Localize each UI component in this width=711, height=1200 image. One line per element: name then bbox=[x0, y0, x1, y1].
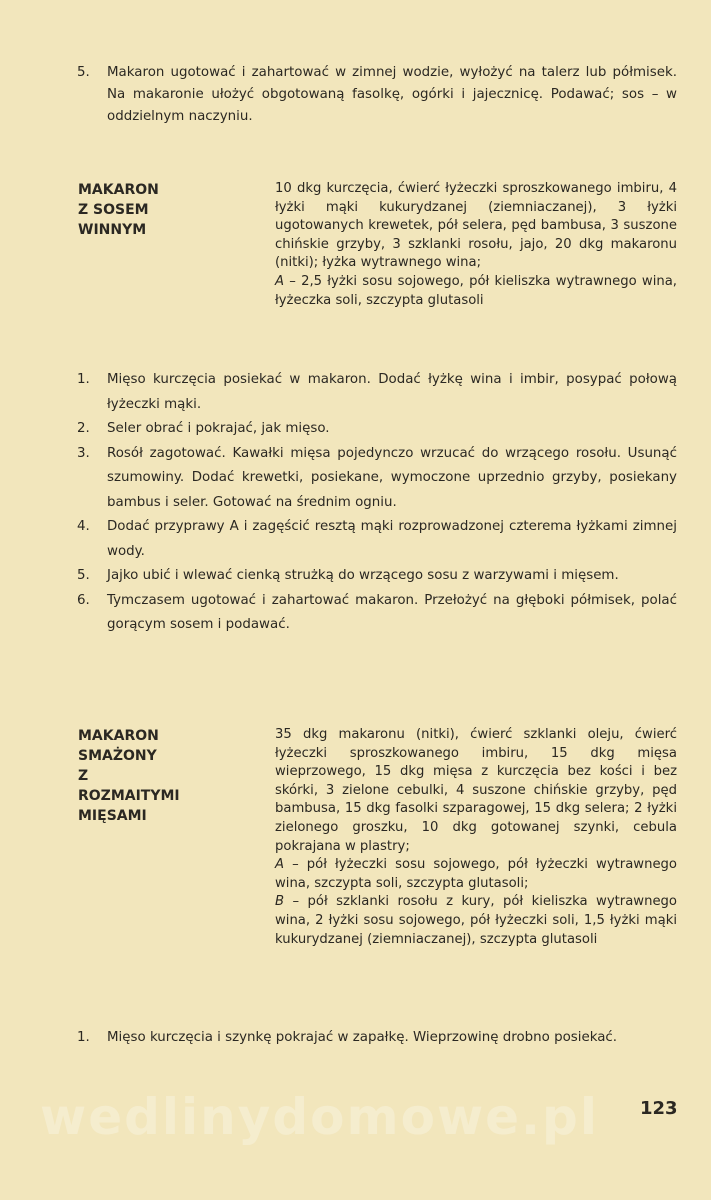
recipe-1-steps bbox=[77, 368, 677, 638]
step-number: 4. bbox=[77, 519, 90, 534]
ingredients-main: 35 dkg makaronu (nitki), ćwierć szklanki oleju, ćwierć łyżeczki sproszkowanego imbiru, 15 dkg mięsa wieprzowego, 15 dkg mięsa z kurczęcia bez kości i bez skórki, 3 zielone cebulki, 4 suszone chińskie grzyby, pęd bambusa, 15 dkg fasolki szparagowej, 15 dkg selera; 2 łyżki zielonego groszku, 10 dkg gotowanej szynki, cebula pokrajana w plastry; bbox=[275, 727, 677, 854]
ingredients-b-label: B bbox=[275, 894, 285, 910]
step-text: Mięso kurczęcia i szynkę pokrajać w zapałkę. Wieprzowinę drobno posiekać. bbox=[107, 1030, 618, 1045]
ingredients-main: 10 dkg kurczęcia, ćwierć łyżeczki sproszkowanego imbiru, 4 łyżki mąki kukurydzanej (ziemniaczanej), 3 łyżki ugotowanych krewetek, pół selera, pęd bambusa, 3 suszone chińskie grzyby, 3 szklanki rosołu, jajo, 20 dkg makaronu (nitki); łyżka wytrawnego wina; bbox=[275, 181, 677, 271]
ingredients-a-text: – pół łyżeczki sosu sojowego, pół łyżeczki wytrawnego wina, szczypta soli, szczypta glutasoli; bbox=[275, 857, 677, 891]
ingredients-a-text: – 2,5 łyżki sosu sojowego, pół kieliszka wytrawnego wina, łyżeczka soli, szczypta glutasoli bbox=[275, 273, 677, 308]
step-number: 3. bbox=[77, 445, 90, 461]
step-number: 6. bbox=[77, 592, 90, 608]
title-line: WINNYM bbox=[78, 222, 147, 238]
page-number: 123 bbox=[640, 1098, 678, 1119]
ingredients-a-label: A bbox=[275, 273, 285, 289]
step-item bbox=[77, 368, 677, 417]
step-number: 1. bbox=[77, 1030, 90, 1045]
ingredients-a bbox=[275, 273, 677, 310]
step-item bbox=[77, 589, 677, 638]
title-line: ROZMAITYMI bbox=[78, 788, 180, 804]
step-item bbox=[77, 564, 677, 589]
recipe-2-steps bbox=[77, 1026, 677, 1051]
step-text: Dodać przyprawy A i zagęścić resztą mąki rozprowadzonej czterema łyżkami zimnej wody. bbox=[107, 519, 677, 559]
step-text: Seler obrać i pokrajać, jak mięso. bbox=[107, 421, 330, 436]
step-text: Mięso kurczęcia posiekać w makaron. Dodać łyżkę wina i imbir, posypać połową łyżeczki mąki. bbox=[107, 372, 677, 412]
step-text: Tymczasem ugotować i zahartować makaron. Przełożyć na głęboki półmisek, polać gorącym sosem i podawać. bbox=[107, 592, 677, 632]
step-text: Rosół zagotować. Kawałki mięsa pojedynczo wrzucać do wrzącego rosołu. Usunąć szumowiny. Dodać krewetki, posiekane, wymoczone uprzednio grzyby, posiekany bambus i seler. Gotować na średnim ogniu. bbox=[107, 445, 677, 510]
ingredients-a-label: A bbox=[275, 857, 285, 873]
step-item bbox=[77, 515, 677, 564]
title-line: SMAŻONY bbox=[78, 748, 157, 764]
step-number: 5. bbox=[77, 65, 90, 80]
step-number: 5. bbox=[77, 568, 90, 583]
watermark: wedlinydomowe.pl bbox=[40, 1088, 599, 1146]
step-item bbox=[77, 1026, 677, 1051]
title-line: Z SOSEM bbox=[78, 202, 149, 218]
step-number: 1. bbox=[77, 372, 90, 387]
recipe-1-ingredients bbox=[275, 180, 677, 310]
title-line: MAKARON bbox=[78, 728, 159, 744]
step-item bbox=[77, 62, 677, 128]
recipe-2-ingredients bbox=[275, 726, 677, 949]
step-item bbox=[77, 442, 677, 516]
step-item bbox=[77, 417, 677, 442]
title-line: Z bbox=[78, 768, 89, 784]
step-number: 2. bbox=[77, 421, 90, 436]
ingredients-a bbox=[275, 856, 677, 893]
title-line: MAKARON bbox=[78, 182, 159, 198]
step-text: Jajko ubić i wlewać cienką strużką do wrzącego sosu z warzywami i mięsem. bbox=[107, 568, 619, 583]
title-line: MIĘSAMI bbox=[78, 808, 147, 824]
step-text: Makaron ugotować i zahartować w zimnej wodzie, wyłożyć na talerz lub półmisek. Na makaronie ułożyć obgotowaną fasolkę, ogórki i jajecznicę. Podawać; sos – w oddzielnym naczyniu. bbox=[107, 65, 677, 124]
ingredients-b-text: – pół szklanki rosołu z kury, pół kieliszka wytrawnego wina, 2 łyżki sosu sojowego, pół łyżeczki soli, 1,5 łyżki mąki kukurydzanej (ziemniaczanej), szczypta glutasoli bbox=[275, 894, 677, 947]
recipe-1-title bbox=[78, 180, 268, 240]
recipe-2-title bbox=[78, 726, 268, 826]
ingredients-b bbox=[275, 893, 677, 949]
previous-recipe-step bbox=[77, 62, 677, 128]
